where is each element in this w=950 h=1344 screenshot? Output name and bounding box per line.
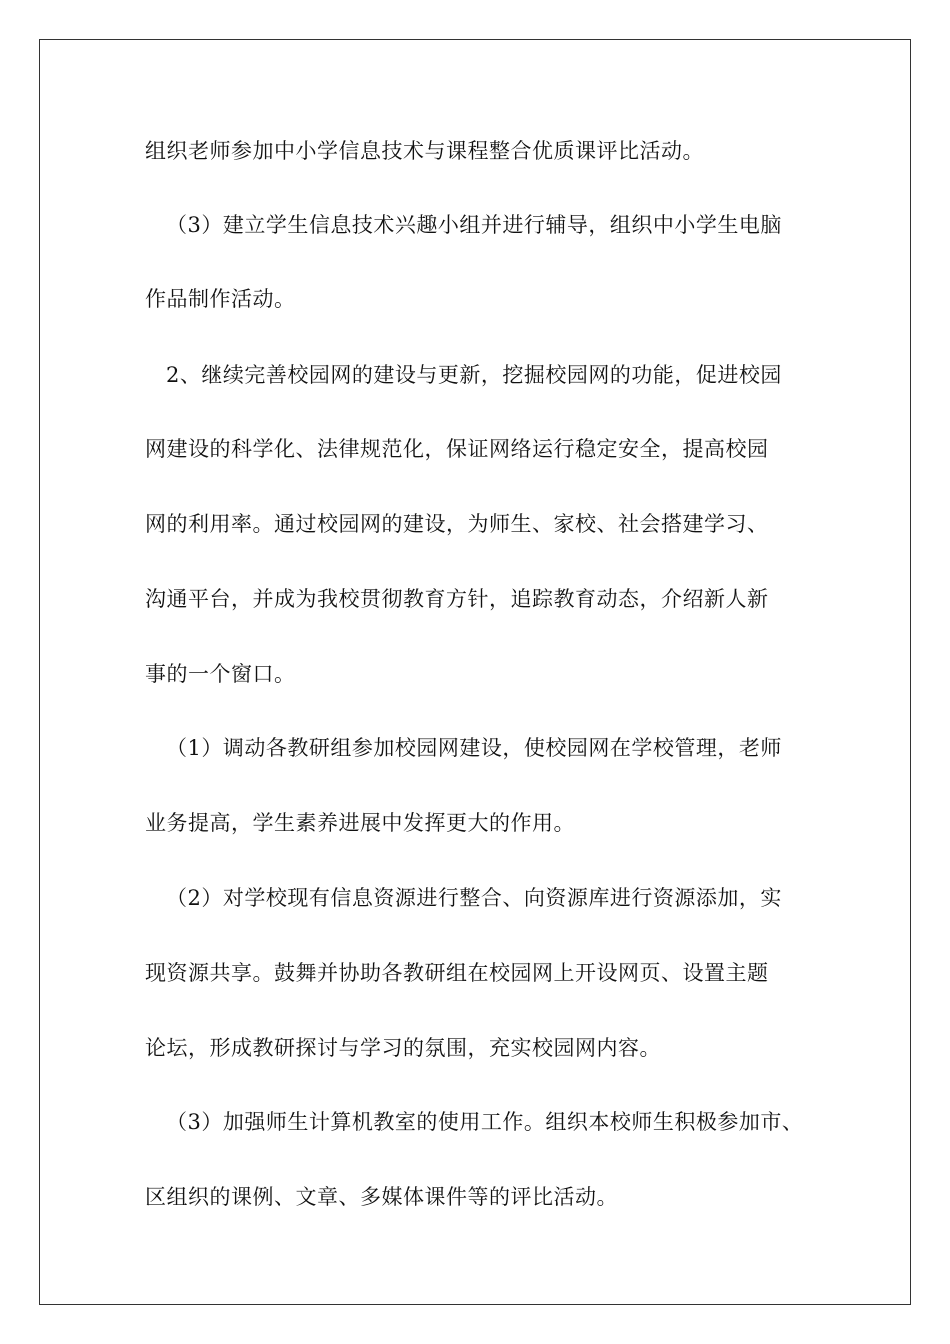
text-line: 论坛，形成教研探讨与学习的氛围，充实校园网内容。 (145, 1036, 661, 1060)
text-line: 沟通平台，并成为我校贯彻教育方针，追踪教育动态，介绍新人新 (145, 587, 769, 611)
text-line: 现资源共享。鼓舞并协助各教研组在校园网上开设网页、设置主题 (145, 961, 769, 985)
text-line: （3）建立学生信息技术兴趣小组并进行辅导，组织中小学生电脑 (166, 213, 782, 237)
text-line: 事的一个窗口。 (145, 662, 296, 686)
text-line: 作品制作活动。 (145, 287, 296, 311)
text-line: （1）调动各教研组参加校园网建设，使校园网在学校管理，老师 (166, 736, 782, 760)
text-line: 2、继续完善校园网的建设与更新，挖掘校园网的功能，促进校园 (166, 363, 782, 387)
text-line: （3）加强师生计算机教室的使用工作。组织本校师生积极参加市、 (166, 1110, 804, 1134)
text-line: 区组织的课例、文章、多媒体课件等的评比活动。 (145, 1185, 618, 1209)
text-line: 业务提高，学生素养进展中发挥更大的作用。 (145, 811, 575, 835)
text-line: （2）对学校现有信息资源进行整合、向资源库进行资源添加，实 (166, 886, 782, 910)
text-line: 网的利用率。通过校园网的建设，为师生、家校、社会搭建学习、 (145, 512, 769, 536)
text-line: 组织老师参加中小学信息技术与课程整合优质课评比活动。 (145, 139, 704, 163)
text-line: 网建设的科学化、法律规范化，保证网络运行稳定安全，提高校园 (145, 437, 769, 461)
